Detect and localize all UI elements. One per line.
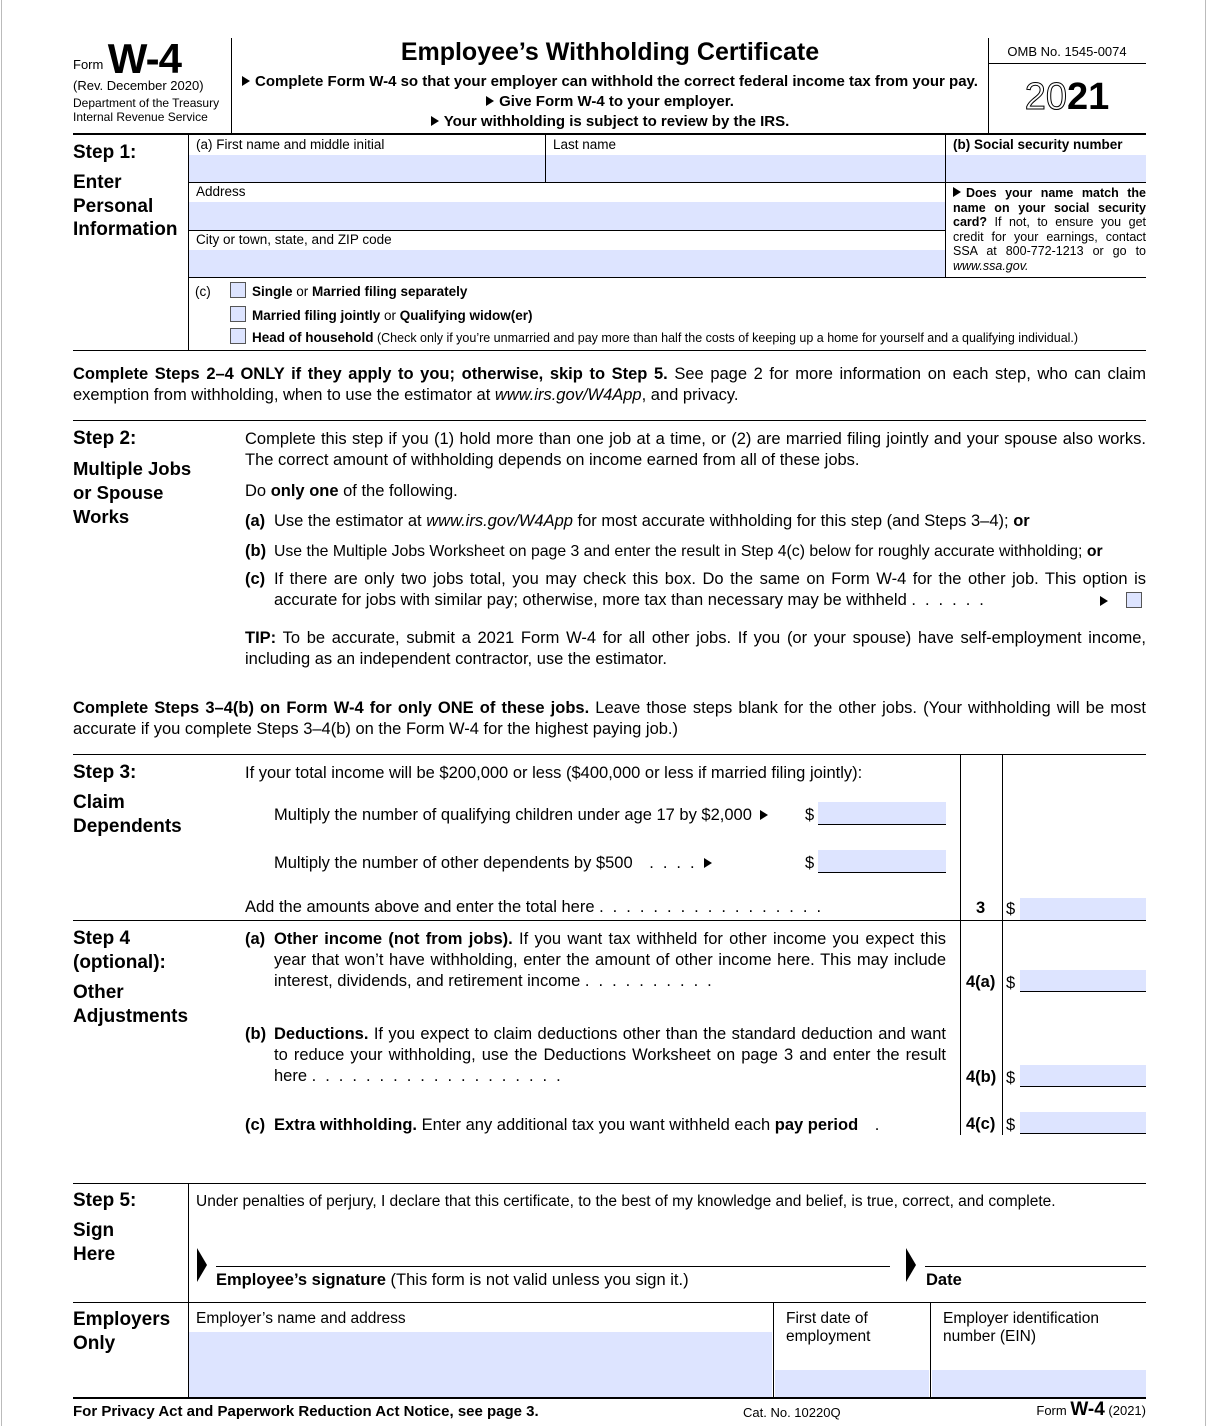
arrow-icon [760,810,768,820]
employer-name-input[interactable] [189,1332,772,1397]
first-name-input[interactable] [189,155,545,182]
form-number: W-4 [107,35,181,82]
option-b-label: (b) [245,542,267,560]
ein-label: Employer identification number (EIN) [943,1310,1099,1345]
arrow-icon [242,76,250,86]
dollar-sign: $ [805,854,815,872]
filing-option-married: Married filing jointly or Qualifying widow(er) [252,308,533,323]
step4b-label: (b) [245,1025,267,1043]
step1-subtitle: Enter Personal Information [73,172,178,240]
dollar-sign: $ [805,806,815,824]
head-of-household-checkbox[interactable] [230,328,246,344]
step4a-text: Other income (not from jobs). If you want tax withheld for other income you expect this year that won’t have withholding, enter the amount of other income here. This may include interest, dividends, and retirement income .......... [274,930,947,990]
perjury-statement: Under penalties of perjury, I declare that this certificate, to the best of my knowledge and belief, is true, correct, and complete. [196,1193,1056,1210]
first-date-input[interactable] [775,1370,929,1397]
step3-title: Step 3: [73,762,137,783]
line-4c-number: 4(c) [966,1115,996,1133]
steps-3-4b-note: Complete Steps 3–4(b) on Form W-4 for only ONE of these jobs. Leave those steps blank for the other jobs. (Your withholding will be most accurate if you complete Steps 3–4(b) on the Form W-4 for the highest paying job.) [73,699,1146,738]
signature-label: Employee’s signature (This form is not valid unless you sign it.) [216,1271,689,1289]
step4a-label: (a) [245,930,266,948]
ssn-label: (b) Social security number [953,137,1123,152]
steps-2-4-intro: Complete Steps 2–4 ONLY if they apply to you; otherwise, skip to Step 5. See page 2 for more information on each step, who can claim exemption from withholding, when to use the estimator at www.irs.gov/W4App, and privacy. [73,365,1147,404]
ssn-notice: Does your name match the name on your social security card? If not, to ensure you get credit for your earnings, contact SSA at 800-772-1213 or go to www.ssa.gov. [953,186,1146,273]
two-jobs-checkbox[interactable] [1126,592,1142,608]
catalog-number: Cat. No. 10220Q [743,1405,841,1420]
dollar-sign: $ [1006,1069,1016,1087]
arrow-icon [704,858,712,868]
form-word: Form [73,57,104,72]
address-input[interactable] [189,202,945,230]
instruction-3: Your withholding is subject to review by the IRS. [232,112,988,132]
step3-subtitle: Claim Dependents [73,792,182,837]
step3-total-input[interactable] [1020,898,1146,920]
step4-subtitle: Other Adjustments [73,982,189,1027]
city-input[interactable] [189,250,945,277]
filing-option-hoh: Head of household (Check only if you’re unmarried and pay more than half the costs of keeping up a home for yourself and a qualifying individual.) [252,330,1079,345]
step2-description: Complete this step if you (1) hold more than one job at a time, or (2) are married filing jointly and your spouse also works. The correct amount of withholding depends on income earned from all of these jobs. [245,430,1146,469]
other-dependents-input[interactable] [818,850,946,873]
option-c: If there are only two jobs total, you may check this box. Do the same on Form W-4 for the other job. This option is accurate for jobs with similar pay; otherwise, more tax than necessary may be withheld ...... [274,570,1146,609]
last-name-input[interactable] [546,155,945,182]
first-date-label: First date of employment [786,1310,871,1345]
signature-line[interactable] [216,1266,890,1267]
line-4a-number: 4(a) [966,973,996,991]
date-label: Date [926,1271,962,1289]
employers-only-title: Employers Only [73,1309,171,1354]
arrow-icon [953,187,961,197]
step2-do-one: Do only one of the following. [245,482,458,500]
step5-subtitle: Sign Here [73,1220,116,1265]
other-income-input[interactable] [1020,970,1146,992]
form-title: Employee’s Withholding Certificate [400,38,820,66]
filing-status-label: (c) [195,284,211,299]
instruction-2: Give Form W-4 to your employer. [232,92,988,112]
step2-title: Step 2: [73,428,137,449]
privacy-notice: For Privacy Act and Paperwork Reduction Act Notice, see page 3. [73,1403,539,1420]
arrow-icon [906,1248,916,1282]
dollar-sign: $ [1006,1116,1016,1134]
step4c-label: (c) [245,1116,266,1134]
department: Department of the Treasury [73,96,220,110]
other-dependents-line: Multiply the number of other dependents by $500 .... [274,853,717,874]
footer-form-id: Form W-4 (2021) [1036,1399,1146,1420]
option-b: Use the Multiple Jobs Worksheet on page 3 and enter the result in Step 4(c) below for roughly accurate withholding; or [274,543,1103,560]
children-line: Multiply the number of qualifying children under age 17 by $2,000 [274,805,773,826]
line-4b-number: 4(b) [966,1068,997,1086]
option-a-label: (a) [245,512,266,530]
option-a: Use the estimator at www.irs.gov/W4App for most accurate withholding for this step (and Steps 3–4); or [274,512,1030,530]
step4-title: Step 4 (optional): [73,928,166,973]
step2-subtitle: Multiple Jobs or Spouse Works [73,458,192,527]
form-id-block [73,35,231,124]
arrow-icon [1100,596,1108,606]
omb-number: OMB No. 1545-0074 [1007,44,1127,59]
step5-title: Step 5: [73,1190,137,1211]
deductions-input[interactable] [1020,1065,1146,1087]
option-c-label: (c) [245,570,266,588]
dollar-sign: $ [1006,900,1016,918]
filing-option-single: Single or Married filing separately [252,284,468,299]
step4b-text: Deductions. If you expect to claim deductions other than the standard deduction and want to reduce your withholding, use the Deductions Worksheet on page 3 and enter the result here ................... [274,1025,946,1085]
city-label: City or town, state, and ZIP code [196,232,392,247]
single-checkbox[interactable] [230,282,246,298]
revision: (Rev. December 2020) [73,78,204,93]
step3-intro: If your total income will be $200,000 or less ($400,000 or less if married filing jointly): [245,764,863,782]
ein-input[interactable] [932,1370,1146,1397]
instruction-1: Complete Form W-4 so that your employer can withhold the correct federal income tax from your pay. [232,72,988,92]
first-name-label: (a) First name and middle initial [196,137,385,152]
line-3-number: 3 [976,899,986,917]
date-line[interactable] [925,1266,1146,1267]
arrow-icon [486,96,494,106]
dollar-sign: $ [1006,974,1016,992]
ssn-input[interactable] [946,155,1146,182]
married-jointly-checkbox[interactable] [230,306,246,322]
last-name-label: Last name [553,137,617,152]
employer-name-label: Employer’s name and address [196,1310,406,1327]
irs: Internal Revenue Service [73,110,208,124]
arrow-icon [431,116,439,126]
children-amount-input[interactable] [818,802,946,825]
extra-withholding-input[interactable] [1020,1112,1146,1134]
tip: TIP: To be accurate, submit a 2021 Form W-4 for all other jobs. If you (or your spouse) have self-employment income, including as an independent contractor, use the estimator. [245,629,1146,668]
step4c-text: Extra withholding. Enter any additional tax you want withheld each pay period . [274,1116,889,1134]
tax-year: 2021 [1024,76,1110,118]
arrow-icon [197,1248,207,1282]
address-label: Address [196,184,246,199]
step1-title: Step 1: [73,142,137,163]
total-line: Add the amounts above and enter the total here ................. [245,898,831,916]
